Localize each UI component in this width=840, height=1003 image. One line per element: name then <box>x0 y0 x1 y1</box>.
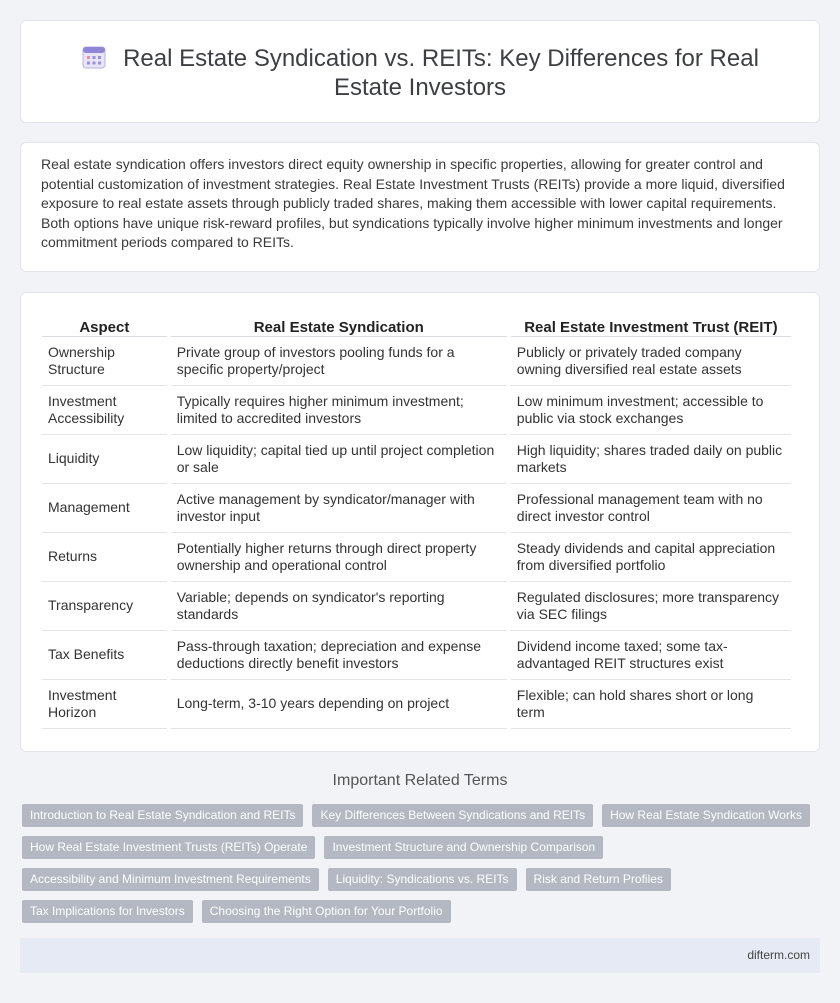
cell-syndication: Low liquidity; capital tied up until project completion or sale <box>171 435 507 484</box>
page-title-wrap <box>21 44 819 102</box>
calendar-icon <box>81 44 107 70</box>
related-terms-list <box>22 804 822 923</box>
related-term-tag[interactable]: Tax Implications for Investors <box>22 900 193 923</box>
table-row <box>42 386 791 435</box>
header-reit: Real Estate Investment Trust (REIT) <box>511 315 791 337</box>
related-term-tag[interactable]: Liquidity: Syndications vs. REITs <box>328 868 517 891</box>
cell-aspect: Liquidity <box>42 435 167 484</box>
cell-aspect: Investment Horizon <box>42 680 167 729</box>
related-term-tag[interactable]: Key Differences Between Syndications and REITs <box>312 804 593 827</box>
cell-syndication: Pass-through taxation; depreciation and expense deductions directly benefit investors <box>171 631 507 680</box>
footer-site[interactable]: difterm.com <box>747 948 810 962</box>
cell-syndication: Long-term, 3-10 years depending on project <box>171 680 507 729</box>
table-row <box>42 582 791 631</box>
related-term-tag[interactable]: Choosing the Right Option for Your Portfolio <box>202 900 451 923</box>
cell-reit: High liquidity; shares traded daily on public markets <box>511 435 791 484</box>
cell-aspect: Returns <box>42 533 167 582</box>
cell-aspect: Investment Accessibility <box>42 386 167 435</box>
table-row <box>42 435 791 484</box>
footer <box>20 938 820 973</box>
cell-aspect: Tax Benefits <box>42 631 167 680</box>
related-term-tag[interactable]: Investment Structure and Ownership Comparison <box>324 836 603 859</box>
header-aspect: Aspect <box>42 315 167 337</box>
cell-reit: Regulated disclosures; more transparency via SEC filings <box>511 582 791 631</box>
header-card <box>20 20 820 123</box>
table-header-row <box>42 315 791 337</box>
table-row <box>42 337 791 386</box>
cell-aspect: Ownership Structure <box>42 337 167 386</box>
table-row <box>42 680 791 729</box>
header-syndication: Real Estate Syndication <box>171 315 507 337</box>
related-term-tag[interactable]: Accessibility and Minimum Investment Requirements <box>22 868 319 891</box>
related-terms-title: Important Related Terms <box>332 772 508 789</box>
cell-aspect: Management <box>42 484 167 533</box>
cell-reit: Steady dividends and capital appreciation from diversified portfolio <box>511 533 791 582</box>
related-term-tag[interactable]: How Real Estate Investment Trusts (REITs) Operate <box>22 836 315 859</box>
cell-reit: Flexible; can hold shares short or long term <box>511 680 791 729</box>
page-title: Real Estate Syndication vs. REITs: Key Differences for Real Estate Investors <box>123 45 759 101</box>
comparison-table <box>38 315 795 729</box>
cell-syndication: Active management by syndicator/manager with investor input <box>171 484 507 533</box>
cell-reit: Publicly or privately traded company owning diversified real estate assets <box>511 337 791 386</box>
cell-reit: Dividend income taxed; some tax-advantaged REIT structures exist <box>511 631 791 680</box>
related-term-tag[interactable]: Risk and Return Profiles <box>526 868 671 891</box>
cell-syndication: Potentially higher returns through direct property ownership and operational control <box>171 533 507 582</box>
cell-reit: Low minimum investment; accessible to public via stock exchanges <box>511 386 791 435</box>
intro-card <box>20 142 820 272</box>
cell-syndication: Variable; depends on syndicator's reporting standards <box>171 582 507 631</box>
cell-reit: Professional management team with no direct investor control <box>511 484 791 533</box>
table-row <box>42 484 791 533</box>
related-term-tag[interactable]: How Real Estate Syndication Works <box>602 804 810 827</box>
intro-text: Real estate syndication offers investors direct equity ownership in specific properties, allowing for greater control and potential customization of investment strategies. Real Estate Investment Trusts (REITs) provide a more liquid, diversified exposure to real estate assets through publicly traded shares, making them accessible with lower capital requirements. Both options have unique risk-reward profiles, but syndications typically involve higher minimum investments and longer commitment periods compared to REITs. <box>41 156 785 251</box>
table-row <box>42 533 791 582</box>
cell-syndication: Typically requires higher minimum investment; limited to accredited investors <box>171 386 507 435</box>
related-term-tag[interactable]: Introduction to Real Estate Syndication and REITs <box>22 804 303 827</box>
comparison-table-card <box>20 292 820 752</box>
cell-syndication: Private group of investors pooling funds for a specific property/project <box>171 337 507 386</box>
cell-aspect: Transparency <box>42 582 167 631</box>
table-row <box>42 631 791 680</box>
